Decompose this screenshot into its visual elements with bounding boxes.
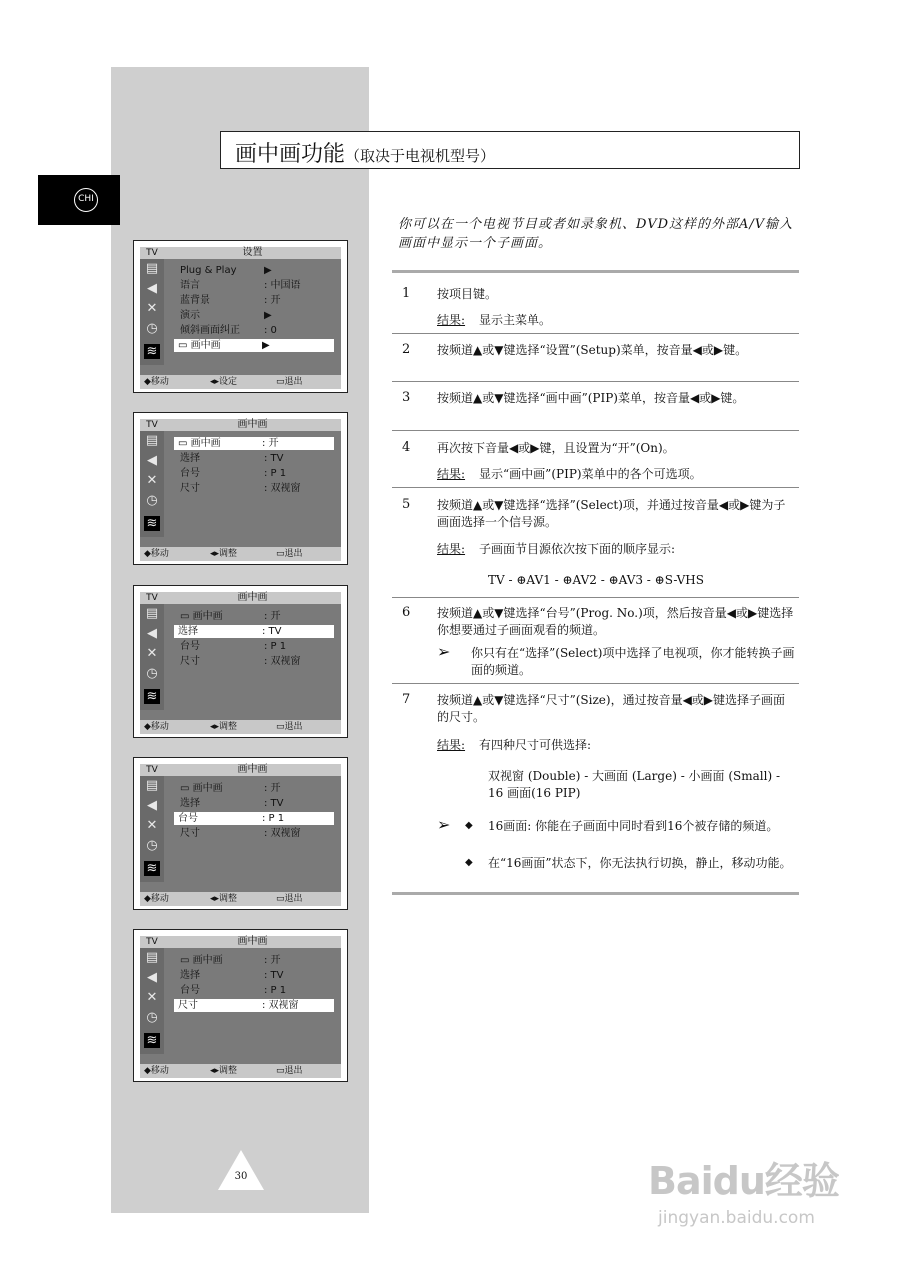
channel-icon: ✕: [146, 301, 158, 316]
channel-icon: ✕: [146, 473, 158, 488]
step-result: 结果: 有四种尺寸可供选择:: [437, 738, 592, 752]
step-text: 按频道▲或▼键选择“台号”(Prog. No.)项，然后按音量◀或▶键选择你想要通过子画面观看的频道。: [437, 606, 794, 637]
divider: [392, 430, 799, 431]
language-badge: [38, 175, 120, 225]
watermark: [648, 1150, 839, 1228]
menu-title: 画中画: [164, 936, 341, 948]
page-number: 30: [234, 1171, 248, 1182]
watermark-brand: Baidu经验: [648, 1159, 839, 1203]
page-title: 画中画功能: [235, 142, 346, 167]
menu-title: 画中画: [164, 764, 341, 776]
timer-icon: ◷: [146, 1010, 158, 1025]
menu-title: 设置: [164, 247, 341, 259]
menu-footer: ◆ 移动 ◂▸ 设定 ▭ 退出: [140, 375, 341, 389]
chi-badge-label: CHI: [74, 188, 98, 212]
step-number: 2: [402, 342, 411, 357]
step-number: 1: [402, 286, 411, 301]
step-result: 结果: 显示主菜单。: [437, 313, 552, 327]
menu-title: 画中画: [164, 419, 341, 431]
menu-row: 尺寸 : 双视窗: [180, 656, 301, 667]
menu-row-selected: 尺寸 : 双视窗: [174, 999, 334, 1012]
menu-row: 语言 : 中国语: [180, 280, 301, 291]
step-text: 按频道▲或▼键选择“设置”(Setup)菜单，按音量◀或▶键。: [437, 343, 748, 357]
menu-footer: ◆ 移动 ◂▸ 调整 ▭ 退出: [140, 1064, 341, 1078]
tv-label: TV: [140, 592, 164, 604]
picture-icon: ▤: [145, 778, 159, 793]
note-arrow-icon: ➢: [437, 815, 451, 834]
sound-icon: ◀: [147, 453, 157, 468]
tv-menu-pip-size: [133, 929, 348, 1082]
menu-icon-strip: [140, 776, 164, 882]
menu-icon-strip: [140, 604, 164, 710]
menu-row: Plug & Play ▶: [180, 265, 272, 276]
menu-title: 画中画: [164, 592, 341, 604]
divider: [392, 270, 799, 273]
intro-text: 你可以在一个电视节目或者如录象机、DVD这样的外部A/V输入画面中显示一个子画面。: [398, 217, 794, 251]
step-result: 结果: 子画面节目源依次按下面的顺序显示:: [437, 542, 676, 556]
tv-menu-pip: [133, 412, 348, 565]
timer-icon: ◷: [146, 493, 158, 508]
step-bullet: 16画面: 你能在子画面中同时看到16个被存储的频道。: [488, 819, 779, 833]
menu-footer: ◆ 移动 ◂▸ 调整 ▭ 退出: [140, 892, 341, 906]
menu-icon-strip: [140, 431, 164, 537]
menu-row-selected: ▭ 画中画 ▶: [174, 339, 334, 352]
menu-icon-strip: [140, 259, 164, 365]
divider: [392, 487, 799, 488]
source-sequence: TV - ⊕AV1 - ⊕AV2 - ⊕AV3 - ⊕S-VHS: [488, 573, 704, 587]
picture-icon: ▤: [145, 261, 159, 276]
watermark-url: jingyan.baidu.com: [658, 1208, 815, 1228]
step-result: 结果: 显示“画中画”(PIP)菜单中的各个可选项。: [437, 467, 702, 481]
menu-row: 倾斜画面纠正 : 0: [180, 325, 277, 336]
bullet-icon: ◆: [465, 857, 473, 868]
timer-icon: ◷: [146, 838, 158, 853]
bullet-icon: ◆: [465, 820, 473, 831]
size-options: 双视窗 (Double) - 大画面 (Large) - 小画面 (Small) - 16 画面(16 PIP): [488, 769, 781, 800]
sound-icon: ◀: [147, 798, 157, 813]
menu-row-selected: 选择 : TV: [174, 625, 334, 638]
picture-icon: ▤: [145, 950, 159, 965]
setup-icon: ≋: [144, 1033, 160, 1048]
step-number: 3: [402, 390, 411, 405]
note-arrow-icon: ➢: [437, 642, 451, 661]
step-text: 按频道▲或▼键选择“尺寸”(Size)，通过按音量◀或▶键选择子画面的尺寸。: [437, 693, 786, 724]
channel-icon: ✕: [146, 990, 158, 1005]
setup-icon: ≋: [144, 689, 160, 704]
step-text: 按频道▲或▼键选择“选择”(Select)项，并通过按音量◀或▶键为子画面选择一个信号源。: [437, 498, 786, 529]
tv-label: TV: [140, 247, 164, 259]
page-title-box: [220, 131, 800, 169]
setup-icon: ≋: [144, 344, 160, 359]
step-text: 再次按下音量◀或▶键，且设置为“开”(On)。: [437, 441, 675, 455]
menu-footer: ◆ 移动 ◂▸ 调整 ▭ 退出: [140, 547, 341, 561]
step-number: 6: [402, 605, 411, 620]
menu-row: 选择 : TV: [180, 970, 284, 981]
divider: [392, 892, 799, 895]
page-subtitle: （取决于电视机型号）: [345, 147, 496, 165]
sound-icon: ◀: [147, 281, 157, 296]
divider: [392, 597, 799, 598]
menu-footer: ◆ 移动 ◂▸ 调整 ▭ 退出: [140, 720, 341, 734]
menu-row: ▭ 画中画 : 开: [180, 611, 281, 622]
timer-icon: ◷: [146, 321, 158, 336]
divider: [392, 381, 799, 382]
menu-row: 演示 ▶: [180, 310, 272, 321]
menu-row: 台号 : P 1: [180, 641, 287, 652]
tv-menu-pip-select: [133, 585, 348, 738]
setup-icon: ≋: [144, 516, 160, 531]
tv-menu-pip-prog: [133, 757, 348, 910]
menu-icon-strip: [140, 948, 164, 1054]
sound-icon: ◀: [147, 970, 157, 985]
timer-icon: ◷: [146, 666, 158, 681]
picture-icon: ▤: [145, 606, 159, 621]
menu-row: 尺寸 : 双视窗: [180, 483, 301, 494]
menu-row: ▭ 画中画 : 开: [180, 955, 281, 966]
menu-row: ▭ 画中画 : 开: [180, 783, 281, 794]
divider: [392, 683, 799, 684]
menu-row: 台号 : P 1: [180, 985, 287, 996]
channel-icon: ✕: [146, 818, 158, 833]
menu-row: 选择 : TV: [180, 798, 284, 809]
step-text: 按频道▲或▼键选择“画中画”(PIP)菜单，按音量◀或▶键。: [437, 391, 745, 405]
step-text: 按项目键。: [437, 287, 498, 301]
page-number-tab: [218, 1150, 264, 1190]
channel-icon: ✕: [146, 646, 158, 661]
divider: [392, 333, 799, 334]
menu-row: 蓝背景 : 开: [180, 295, 281, 306]
menu-row: 台号 : P 1: [180, 468, 287, 479]
tv-menu-setup: [133, 240, 348, 393]
menu-row: 尺寸 : 双视窗: [180, 828, 301, 839]
step-number: 4: [402, 440, 411, 455]
tv-label: TV: [140, 419, 164, 431]
setup-icon: ≋: [144, 861, 160, 876]
step-bullet: 在“16画面”状态下，你无法执行切换，静止，移动功能。: [488, 856, 792, 870]
sound-icon: ◀: [147, 626, 157, 641]
picture-icon: ▤: [145, 433, 159, 448]
tv-label: TV: [140, 764, 164, 776]
step-number: 7: [402, 692, 411, 707]
menu-row-selected: ▭ 画中画 : 开: [174, 437, 334, 450]
menu-row-selected: 台号 : P 1: [174, 812, 334, 825]
step-note: 你只有在“选择”(Select)项中选择了电视项，你才能转换子画面的频道。: [471, 646, 795, 677]
step-number: 5: [402, 497, 411, 512]
tv-label: TV: [140, 936, 164, 948]
menu-row: 选择 : TV: [180, 453, 284, 464]
